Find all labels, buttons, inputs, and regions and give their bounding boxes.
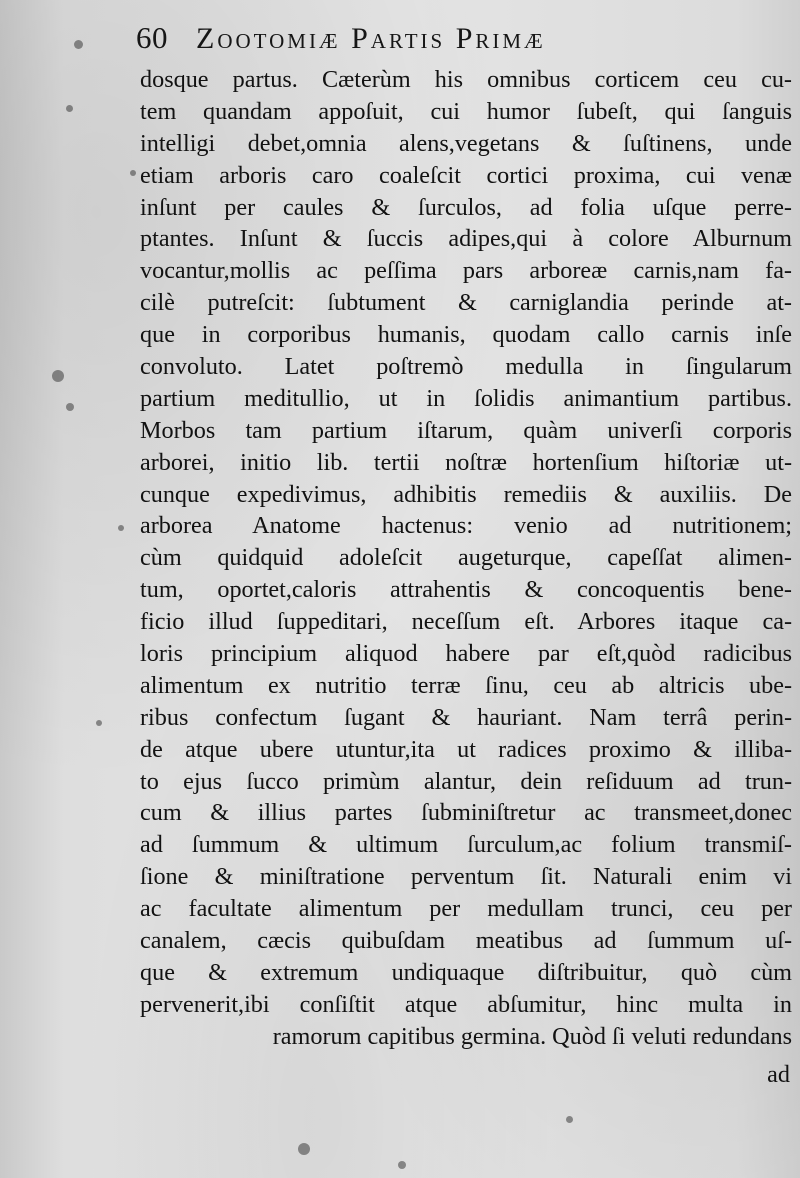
ink-spot [96, 720, 102, 726]
ink-spot [66, 105, 73, 112]
ink-spot [66, 403, 74, 411]
text-line: ficio illud ſuppeditari, neceſſum eſt. Arbores itaque ca- [140, 608, 792, 636]
text-line: intelligi debet,omnia alens,vegetans & ſuſtinens, unde [140, 129, 792, 157]
text-line: cunque expedivimus, adhibitis remediis & auxiliis. De [140, 480, 792, 508]
ink-spot [398, 1161, 406, 1169]
text-line: tum, oportet,caloris attrahentis & concoquentis bene- [140, 576, 792, 604]
running-title: Zootomiæ Partis Primæ [196, 22, 546, 55]
text-line: convoluto. Latet poſtremò medulla in ſingularum [140, 353, 792, 381]
text-line: inſunt per caules & ſurculos, ad folia uſque perre- [140, 193, 792, 221]
text-line: canalem, cæcis quibuſdam meatibus ad ſummum uſ- [140, 927, 792, 955]
text-line: to ejus ſucco primùm alantur, dein reſiduum ad trun- [140, 767, 792, 795]
page-header [136, 20, 736, 64]
text-line: ad ſummum & ultimum ſurculum,ac folium transmiſ- [140, 831, 792, 859]
text-line: de atque ubere utuntur,ita ut radices proximo & illiba- [140, 735, 792, 763]
text-line: que & extremum undiquaque diſtribuitur, quò cùm [140, 958, 792, 986]
text-line: cùm quidquid adoleſcit augeturque, capeſſat alimen- [140, 544, 792, 572]
text-line: ac facultate alimentum per medullam trunci, ceu per [140, 895, 792, 923]
text-line: dosque partus. Cæterùm his omnibus corticem ceu cu- [140, 66, 792, 93]
ink-spot [74, 40, 83, 49]
ink-spot [52, 370, 64, 382]
text-line: tem quandam appoſuit, cui humor ſubeſt, qui ſanguis [140, 97, 792, 125]
ink-spot [566, 1116, 573, 1123]
text-line: arborei, initio lib. tertii noſtræ hortenſium hiſtoriæ ut- [140, 448, 792, 476]
text-line: alimentum ex nutritio terræ ſinu, ceu ab altricis ube- [140, 671, 792, 699]
text-line: cilè putreſcit: ſubtument & carniglandia perinde at- [140, 289, 792, 317]
text-line: vocantur,mollis ac peſſima pars arboreæ carnis,nam fa- [140, 257, 792, 285]
catchword: ad [767, 1061, 790, 1088]
text-line: ramorum capitibus germina. Quòd ſi veluti redundans [272, 1022, 792, 1050]
text-line: etiam arboris caro coaleſcit cortici proxima, cui venæ [140, 161, 792, 189]
text-line: que in corporibus humanis, quodam callo carnis inſe [140, 321, 792, 349]
ink-spot [130, 170, 136, 176]
ink-spot [118, 525, 124, 531]
text-line: Morbos tam partium iſtarum, quàm univerſi corporis [140, 416, 792, 444]
ink-spot [298, 1143, 310, 1155]
text-line: loris principium aliquod habere par eſt,quòd radicibus [140, 640, 792, 668]
body-text [140, 64, 792, 1053]
page-number: 60 [136, 20, 168, 55]
text-line: arborea Anatome hactenus: venio ad nutritionem; [140, 512, 792, 540]
text-line: ribus confectum ſugant & hauriant. Nam terrâ perin- [140, 703, 792, 731]
text-line: ptantes. Inſunt & ſuccis adipes,qui à colore Alburnum [140, 225, 792, 253]
text-line: ſione & miniſtratione perventum ſit. Naturali enim vi [140, 863, 792, 891]
text-line: pervenerit,ibi conſiſtit atque abſumitur, hinc multa in [140, 990, 792, 1018]
text-line: cum & illius partes ſubminiſtretur ac transmeet,donec [140, 799, 792, 827]
text-line: partium meditullio, ut in ſolidis animantium partibus. [140, 384, 792, 412]
